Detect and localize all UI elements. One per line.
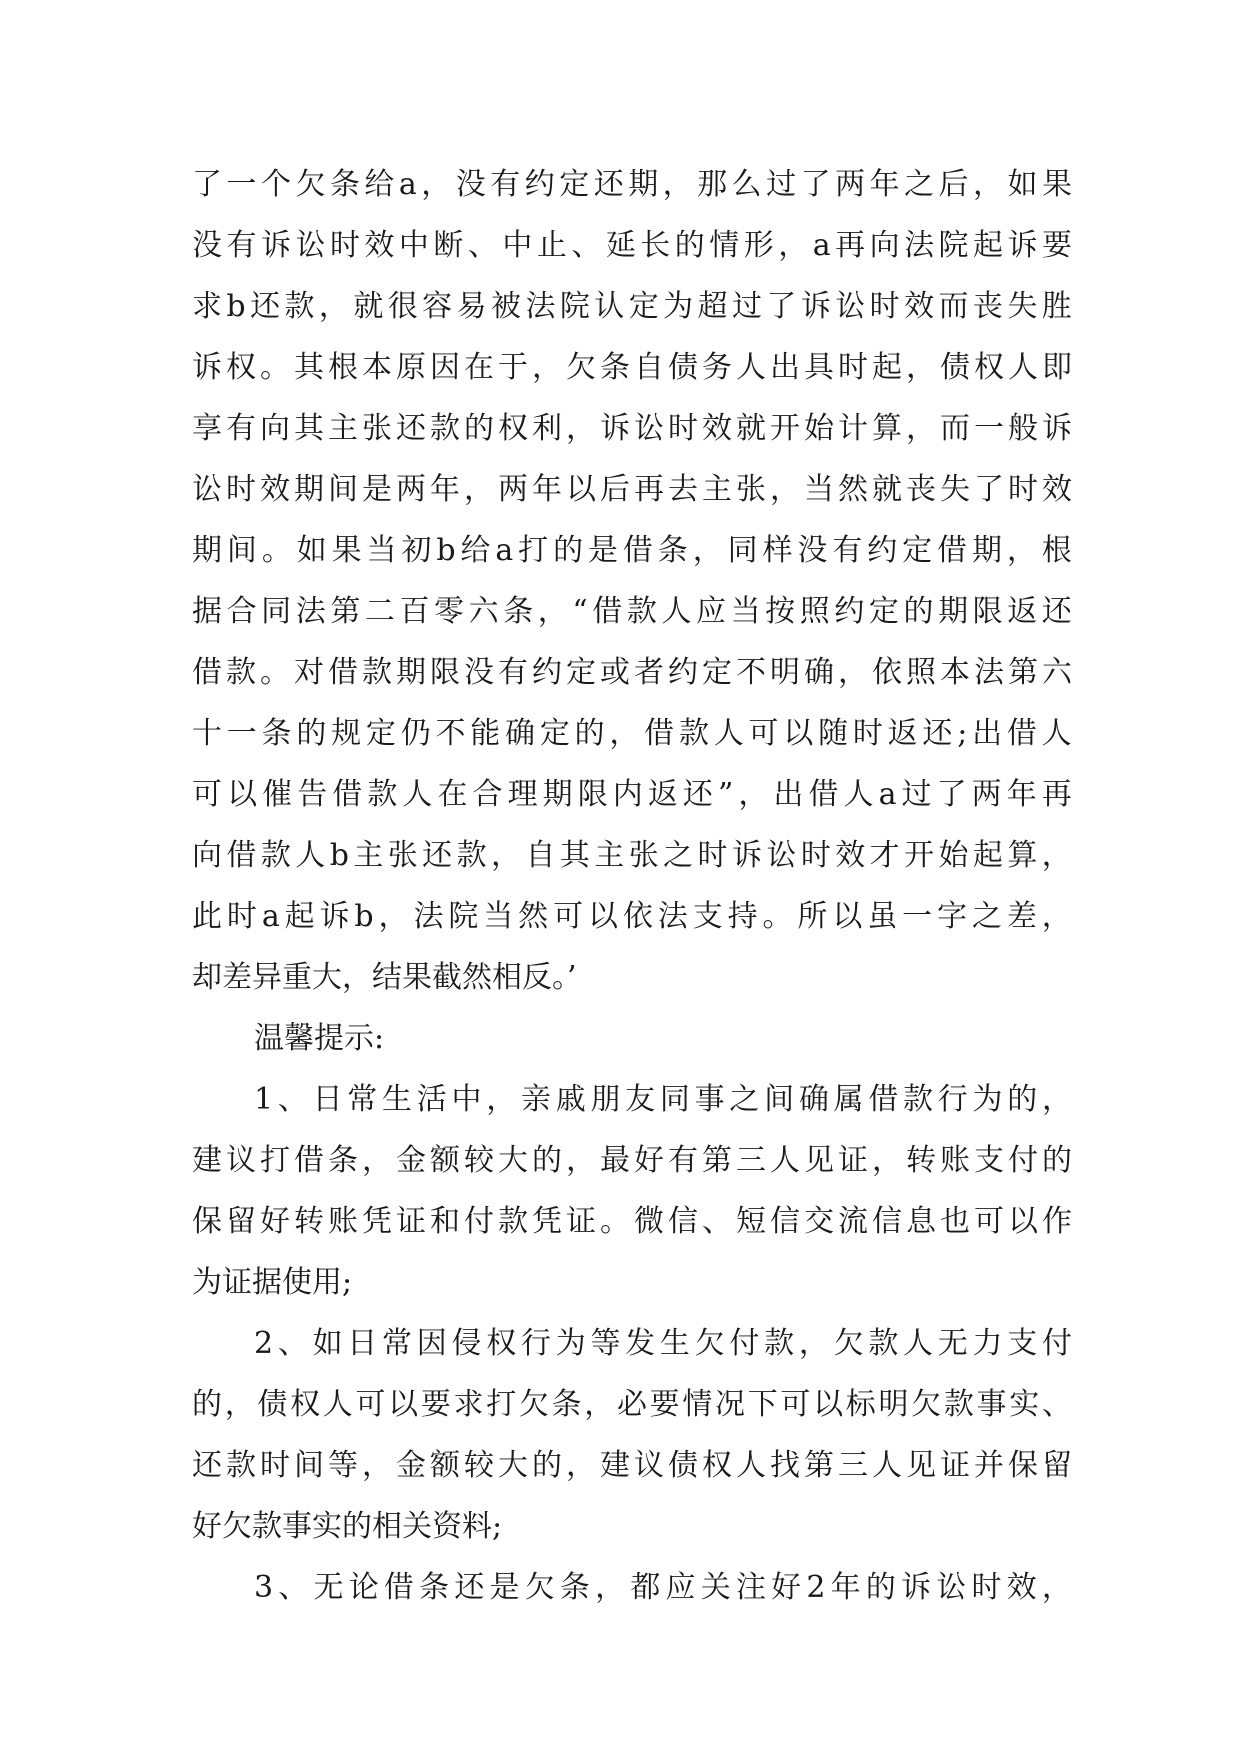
text-line: 没 有 诉 讼 时 效 中 断 、 中 止 、 延 长 的 情 形 ， a 再 向 法 院 起 诉 要 [192, 228, 1072, 263]
text-line: 诉 权 。 其 根 本 原 因 在 于 ， 欠 条 自 债 务 人 出 具 时 起 ， 债 权 人 即 [192, 350, 1072, 385]
text-line: 却差异重大，结果截然相反。’ [192, 960, 577, 995]
text-line: 2 、 如 日 常 因 侵 权 行 为 等 发 生 欠 付 款 ， 欠 款 人 无 力 支 付 [254, 1326, 1072, 1361]
text-line: 向 借 款 人 b 主 张 还 款 ， 自 其 主 张 之 时 诉 讼 时 效 才 开 始 起 算 ， [192, 838, 1072, 873]
text-line: 可 以 催 告 借 款 人 在 合 理 期 限 内 返 还 ” ， 出 借 人 a 过 了 两 年 再 [192, 777, 1072, 812]
text-line: 了 一 个 欠 条 给 a ， 没 有 约 定 还 期 ， 那 么 过 了 两 年 之 后 ， 如 果 [192, 167, 1072, 202]
text-line: 期 间 。 如 果 当 初 b 给 a 打 的 是 借 条 ， 同 样 没 有 约 定 借 期 ， 根 [192, 533, 1072, 568]
text-line: 还 款 时 间 等 ， 金 额 较 大 的 ， 建 议 债 权 人 找 第 三 人 见 证 并 保 留 [192, 1448, 1072, 1483]
text-line: 为证据使用; [192, 1265, 353, 1300]
text-line: 十 一 条 的 规 定 仍 不 能 确 定 的 ， 借 款 人 可 以 随 时 返 还 ; 出 借 人 [192, 716, 1072, 751]
text-line: 1 、 日 常 生 活 中 ， 亲 戚 朋 友 同 事 之 间 确 属 借 款 行 为 的 ， [254, 1082, 1072, 1117]
text-line: 此 时 a 起 诉 b ， 法 院 当 然 可 以 依 法 支 持 。 所 以 虽 一 字 之 差 ， [192, 899, 1072, 934]
text-line: 建 议 打 借 条 ， 金 额 较 大 的 ， 最 好 有 第 三 人 见 证 ， 转 账 支 付 的 [192, 1143, 1072, 1178]
text-line: 借 款 。 对 借 款 期 限 没 有 约 定 或 者 约 定 不 明 确 ， 依 照 本 法 第 六 [192, 655, 1072, 690]
text-line: 求 b 还 款 ， 就 很 容 易 被 法 院 认 定 为 超 过 了 诉 讼 时 效 而 丧 失 胜 [192, 289, 1072, 324]
tips-heading: 温馨提示: [254, 1021, 385, 1056]
text-line: 3 、 无 论 借 条 还 是 欠 条 ， 都 应 关 注 好 2 年 的 诉 讼 时 效 ， [254, 1570, 1072, 1605]
text-line: 据 合 同 法 第 二 百 零 六 条 ， “ 借 款 人 应 当 按 照 约 定 的 期 限 返 还 [192, 594, 1072, 629]
text-line: 保 留 好 转 账 凭 证 和 付 款 凭 证 。 微 信 、 短 信 交 流 信 息 也 可 以 作 [192, 1204, 1072, 1239]
text-line: 享 有 向 其 主 张 还 款 的 权 利 ， 诉 讼 时 效 就 开 始 计 算 ， 而 一 般 诉 [192, 411, 1072, 446]
text-line: 好欠款事实的相关资料; [192, 1509, 503, 1544]
text-line: 的 ， 债 权 人 可 以 要 求 打 欠 条 ， 必 要 情 况 下 可 以 标 明 欠 款 事 实 、 [192, 1387, 1072, 1422]
text-line: 讼 时 效 期 间 是 两 年 ， 两 年 以 后 再 去 主 张 ， 当 然 就 丧 失 了 时 效 [192, 472, 1072, 507]
